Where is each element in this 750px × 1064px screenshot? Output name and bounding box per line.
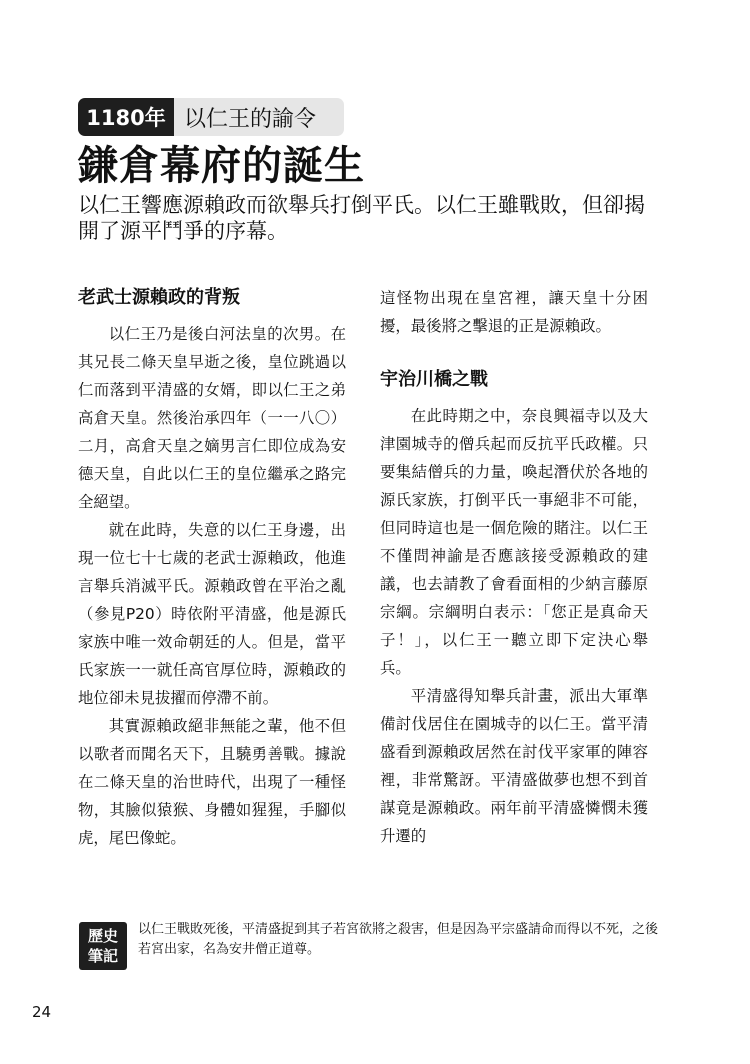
history-note-badge-line1: 歷史	[87, 927, 118, 945]
page-title: 鎌倉幕府的誕生	[78, 143, 365, 189]
body-paragraph-continuation: 這怪物出現在皇宮裡，讓天皇十分困擾，最後將之擊退的正是源賴政。	[380, 289, 648, 335]
body-paragraph: 平清盛得知舉兵計畫，派出大軍準備討伐居住在園城寺的以仁王。當平清盛看到源賴政居然在討伐平家軍的陣容裡，非常驚訝。平清盛做夢也想不到首謀竟是源賴政。兩年前平清盛憐憫未獲升遷的	[380, 687, 648, 845]
body-paragraph: 其實源賴政絕非無能之輩，他不但以歌者而聞名天下，且驍勇善戰。據說在二條天皇的治世時代，出現了一種怪物，其臉似猿猴、身體如猩猩，手腳似虎，尾巴像蛇。	[78, 717, 346, 847]
history-note-badge	[79, 922, 127, 970]
year-badge: 1180年	[78, 98, 174, 136]
section-gap	[380, 340, 648, 366]
right-column	[380, 284, 648, 850]
section-tag	[78, 98, 344, 136]
page-number: 24	[32, 1003, 52, 1021]
body-paragraph: 以仁王乃是後白河法皇的次男。在其兄長二條天皇早逝之後，皇位跳過以仁而落到平清盛的女婿，即以仁王之弟高倉天皇。然後治承四年（一一八〇）二月，高倉天皇之嫡男言仁即位成為安德天皇，自此以仁王的皇位繼承之路完全絕望。	[78, 325, 346, 511]
section-heading-betrayal: 老武士源賴政的背叛	[78, 287, 240, 308]
body-paragraph: 在此時期之中，奈良興福寺以及大津園城寺的僧兵起而反抗平氏政權。只要集結僧兵的力量，喚起潛伏於各地的源氏家族，打倒平氏一事絕非不可能，但同時這也是一個危險的賭注。以仁王不僅問神諭是否應該接受源賴政的建議，也去請教了會看面相的少納言藤原宗綱。宗綱明白表示：「您正是真命天子！」，以仁王一聽立即下定決心舉兵。	[380, 407, 648, 677]
history-note-badge-line2: 筆記	[87, 947, 118, 965]
section-tag-title: 以仁王的諭令	[174, 98, 344, 136]
section-heading-uji-bridge: 宇治川橋之戰	[380, 369, 488, 390]
left-column	[78, 284, 346, 852]
history-note-text: 以仁王戰敗死後，平清盛捉到其子若宮欲將之殺害，但是因為平宗盛請命而得以不死，之後若宮出家，名為安井僧正道尊。	[138, 922, 659, 957]
page-subtitle: 以仁王響應源賴政而欲舉兵打倒平氏。以仁王雖戰敗，但卻揭開了源平鬥爭的序幕。	[78, 193, 645, 243]
body-paragraph: 就在此時，失意的以仁王身邊，出現一位七十七歲的老武士源賴政，他進言舉兵消滅平氏。源賴政曾在平治之亂（參見P20）時依附平清盛，他是源氏家族中唯一效命朝廷的人。但是，當平氏家族一一就任高官厚位時，源賴政的地位卻未見拔擢而停滯不前。	[78, 521, 346, 707]
